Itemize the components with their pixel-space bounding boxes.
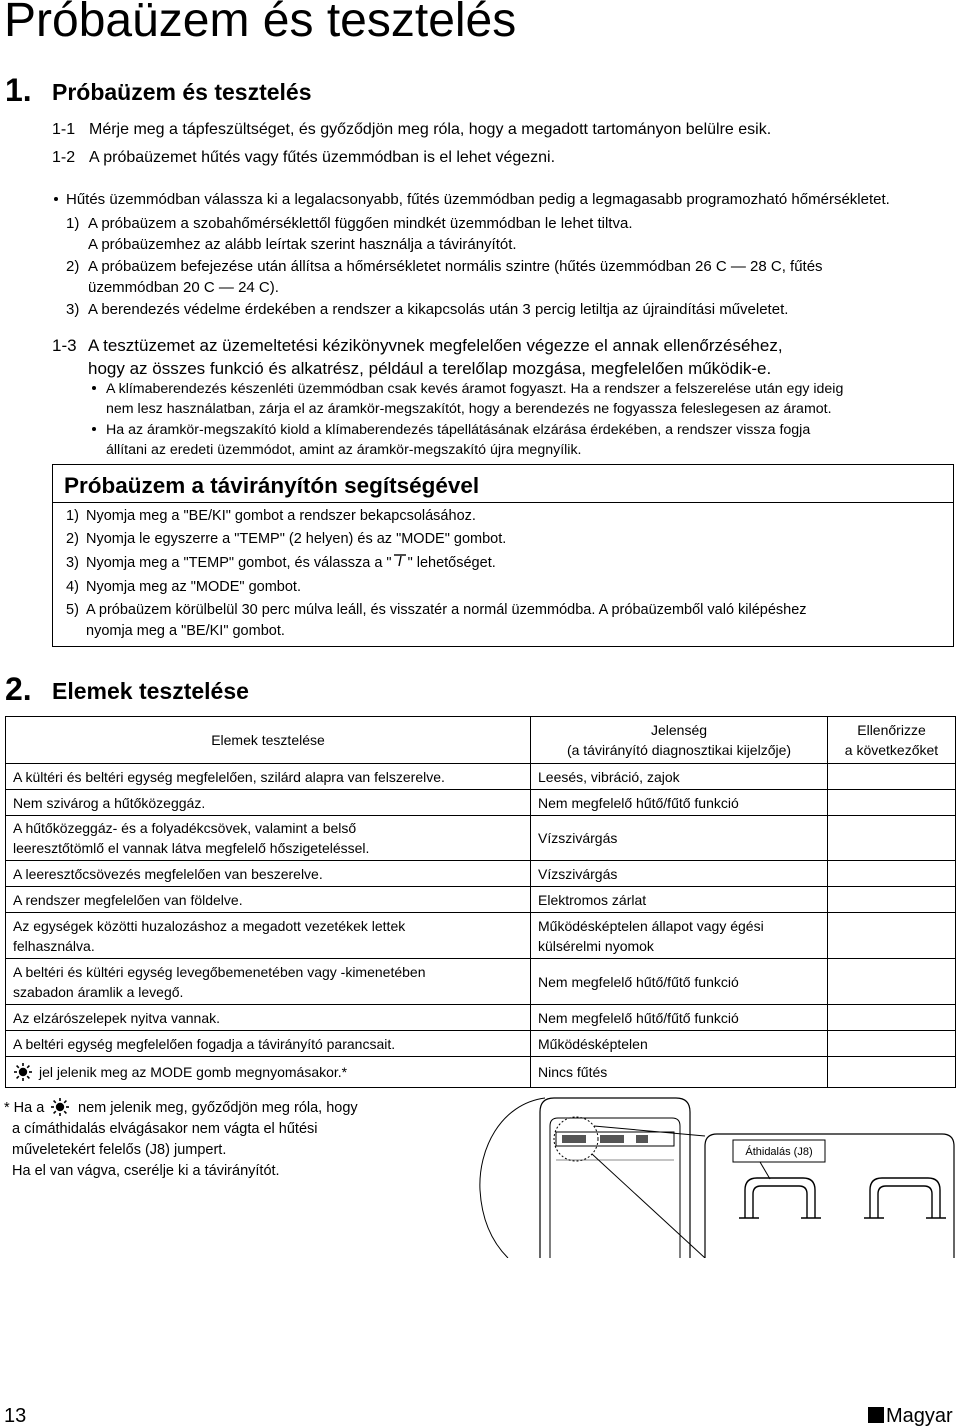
remote-step-5-line-1: A próbaüzem körülbelül 30 perc múlva leáll, és visszatér a normál üzemmódba. A próbaüzemből való kilépéshez <box>86 602 807 618</box>
remote-step-5-number: 5) <box>66 602 79 618</box>
item-cell <box>6 913 531 959</box>
footnote-line-1: nem jelenik meg, győződjön meg róla, hogy <box>78 1100 358 1116</box>
item-cell <box>6 790 531 816</box>
footnote-line-3: műveletekért felelős (J8) jumpert. <box>12 1142 227 1158</box>
remote-step-4-number: 4) <box>66 579 79 595</box>
section-2-number: 2. <box>5 671 32 707</box>
item-cell <box>6 1057 531 1088</box>
jumper-slot-small <box>636 1135 648 1143</box>
step-1-3-number: 1-3 <box>52 336 77 355</box>
symptom-text: Nem megfelelő hűtő/fűtő funkció <box>538 1009 739 1026</box>
section-1-title: Próbaüzem és tesztelés <box>52 79 312 105</box>
table-header-row <box>6 717 956 764</box>
item-cell <box>6 1005 531 1031</box>
note-3-line-1: A berendezés védelme érdekében a rendszer a kikapcsolás után 3 percig letiltja az újraindítási műveletet. <box>88 301 789 318</box>
step-1-2-text: A próbaüzemet hűtés vagy fűtés üzemmódban is el lehet végezni. <box>89 149 556 166</box>
table-row <box>6 1005 956 1031</box>
remote-step-2-text: Nyomja le egyszerre a "TEMP" (2 helyen) és az "MODE" gombot. <box>86 531 507 547</box>
step-1-2-number: 1-2 <box>52 149 76 166</box>
check-cell <box>828 959 956 1005</box>
remote-step-3-text <box>86 556 496 571</box>
note-1-line-1: A próbaüzem a szobahőmérséklettől függően mindkét üzemmódban le lehet tiltva. <box>88 215 633 232</box>
symptom-cell <box>531 861 828 887</box>
header-symptom-cell <box>531 717 828 764</box>
item-cell <box>6 764 531 790</box>
item-cell <box>6 959 531 1005</box>
page-title: Próbaüzem és tesztelés <box>4 0 517 47</box>
check-cell <box>828 887 956 913</box>
check-cell <box>828 1057 956 1088</box>
remote-step-3-text-before: Nyomja meg a "TEMP" gombot, és válassza a " <box>86 555 392 571</box>
table-row <box>6 913 956 959</box>
note-2-line-1: A próbaüzem befejezése után állítsa a hőmérsékletet normális szintre (hűtés üzemmódban 26 C — 28 C, fűtés <box>88 258 823 275</box>
table-row <box>6 887 956 913</box>
table-row <box>6 816 956 861</box>
item-text: Az elzárószelepek nyitva vannak. <box>13 1009 220 1026</box>
footer-language: Magyar <box>886 1405 953 1427</box>
check-cell <box>828 1031 956 1057</box>
jumper-slot-right <box>600 1135 624 1143</box>
bullet-dot <box>92 386 96 390</box>
table-row <box>6 790 956 816</box>
symptom-text: Nem megfelelő hűtő/fűtő funkció <box>538 973 739 990</box>
jumper-slot-left <box>562 1135 586 1143</box>
symptom-cell <box>531 913 828 959</box>
bullet-dot <box>92 427 96 431</box>
jumper-label: Áthidalás (J8) <box>745 1146 813 1158</box>
symptom-text: Vízszivárgás <box>538 865 618 882</box>
sun-icon <box>50 1097 70 1117</box>
item-text: jel jelenik meg az MODE gomb megnyomásakor.* <box>39 1064 348 1080</box>
symptom-text: külsérelmi nyomok <box>538 937 654 954</box>
table-row <box>6 1031 956 1057</box>
header-check-line: a következőket <box>844 742 939 758</box>
language-marker-square <box>868 1407 884 1423</box>
remote-test-title: Próbaüzem a távirányítón segítségével <box>64 473 480 498</box>
item-text: A kültéri és beltéri egység megfelelően, szilárd alapra van felszerelve. <box>13 768 445 785</box>
remote-jumper-diagram <box>460 1090 960 1258</box>
step-1-3-line-2: hogy az összes funkció és alkatrész, például a terelőlap mozgása, megfelelően működik-e. <box>88 359 772 378</box>
symptom-text: Nincs fűtés <box>538 1064 608 1080</box>
step-1-1-text: Mérje meg a tápfeszültséget, és győződjön meg róla, hogy a megadott tartományon belülre esik. <box>89 121 772 138</box>
step-1-3-line-1: A tesztüzemet az üzemeltetési kézikönyvnek megfelelően végezze el annak ellenőrzéséhez, <box>88 336 783 355</box>
item-text: A beltéri és kültéri egység levegőbemenetében vagy -kimenetében <box>13 963 426 980</box>
item-cell <box>6 887 531 913</box>
step-1-3-bullet-2-line-2: állítani az eredeti üzemmódot, amint az áramkör-megszakító újra megnyílik. <box>106 442 582 458</box>
item-text: A rendszer megfelelően van földelve. <box>13 891 243 908</box>
check-cell <box>828 861 956 887</box>
header-symptom-line: (a távirányító diagnosztikai kijelzője) <box>566 742 792 758</box>
step-1-3-bullet-1-line-2: nem lesz használatban, zárja el az áramkör-megszakítót, hogy a berendezés ne fogyassza feleslegesen az áramot. <box>106 401 832 417</box>
bullet-dot <box>54 197 58 201</box>
item-text: Nem szivárog a hűtőközeggáz. <box>13 794 206 811</box>
sun-icon <box>13 1062 33 1082</box>
table-row <box>6 861 956 887</box>
section-2-title: Elemek tesztelése <box>52 678 249 704</box>
remote-test-box-divider <box>52 502 954 503</box>
check-cell <box>828 816 956 861</box>
footnote-line-4: Ha el van vágva, cserélje ki a távirányítót. <box>12 1163 280 1179</box>
item-text: leeresztőtömlő el vannak látva megfelelő hőszigeteléssel. <box>13 840 370 856</box>
footnote-prefix: * Ha a <box>4 1100 45 1116</box>
note-1-number: 1) <box>66 215 80 232</box>
item-text: szabadon áramlik a levegő. <box>13 983 184 1000</box>
page-number: 13 <box>4 1405 27 1427</box>
remote-outline-arc <box>480 1098 545 1258</box>
symptom-cell <box>531 887 828 913</box>
symptom-text: Működésképtelen állapot vagy égési <box>538 917 764 934</box>
symptom-cell <box>531 1057 828 1088</box>
header-symptom-line: Jelenség <box>650 722 708 738</box>
header-check-cell <box>828 717 956 764</box>
test-items-table <box>5 716 956 1088</box>
item-text: A leeresztőcsövezés megfelelően van beszerelve. <box>13 865 323 882</box>
step-1-3-bullet-2-line-1: Ha az áramkör-megszakító kiold a klímaberendezés tápellátásának elzárása érdekében, a rendszer vissza fogja <box>106 422 811 438</box>
check-cell <box>828 764 956 790</box>
item-text: Az egységek közötti huzalozáshoz a megadott vezetékek lettek <box>13 917 406 934</box>
symptom-text: Elektromos zárlat <box>538 891 647 908</box>
remote-step-2-number: 2) <box>66 531 79 547</box>
section-1-number: 1. <box>5 72 32 108</box>
symptom-cell <box>531 959 828 1005</box>
table-row <box>6 764 956 790</box>
check-cell <box>828 1005 956 1031</box>
remote-step-3-text-after: " lehetőséget. <box>407 555 496 571</box>
remote-step-1-number: 1) <box>66 508 79 524</box>
header-item-label: Elemek tesztelése <box>211 732 325 748</box>
item-cell <box>6 816 531 861</box>
note-3-number: 3) <box>66 301 80 318</box>
symptom-text: Nem megfelelő hűtő/fűtő funkció <box>538 794 739 811</box>
step-1-1-number: 1-1 <box>52 121 76 138</box>
table-row <box>6 959 956 1005</box>
check-cell <box>828 790 956 816</box>
remote-step-3-number: 3) <box>66 555 79 571</box>
symptom-text: Működésképtelen <box>538 1035 648 1052</box>
note-2-line-2: üzemmódban 20 C — 24 C). <box>88 279 279 296</box>
symptom-text: Vízszivárgás <box>538 830 618 846</box>
check-cell <box>828 913 956 959</box>
remote-step-4-text: Nyomja meg az "MODE" gombot. <box>86 579 301 595</box>
seven-segment-t-icon <box>392 551 408 569</box>
note-1-line-2: A próbaüzemhez az alább leírtak szerint használja a távirányítót. <box>88 236 517 253</box>
symptom-cell <box>531 1031 828 1057</box>
remote-step-1-text: Nyomja meg a "BE/KI" gombot a rendszer bekapcsolásához. <box>86 508 476 524</box>
step-1-3-bullet-1-line-1: A klímaberendezés készenléti üzemmódban csak kevés áramot fogyaszt. Ha a rendszer a felszerelése után egy ideig <box>106 381 844 397</box>
header-item-cell <box>6 717 531 764</box>
table-row <box>6 1057 956 1088</box>
symptom-cell <box>531 764 828 790</box>
symptom-cell <box>531 1005 828 1031</box>
item-text: felhasználva. <box>13 937 95 954</box>
symptom-cell <box>531 790 828 816</box>
item-text: A hűtőközeggáz- és a folyadékcsövek, valamint a belső <box>13 820 357 836</box>
item-cell <box>6 861 531 887</box>
note-2-number: 2) <box>66 258 80 275</box>
footnote-line-2: a címáthidalás elvágásakor nem vágta el hűtési <box>12 1121 318 1137</box>
symptom-cell <box>531 816 828 861</box>
symptom-text: Leesés, vibráció, zajok <box>538 768 680 785</box>
item-text: A beltéri egység megfelelően fogadja a távirányító parancsait. <box>13 1035 396 1052</box>
remote-step-5-line-2: nyomja meg a "BE/KI" gombot. <box>86 623 285 639</box>
header-check-line: Ellenőrizze <box>857 722 926 738</box>
bullet-text: Hűtés üzemmódban válassza ki a legalacsonyabb, fűtés üzemmódban pedig a legmagasabb programozható hőmérsékletet. <box>66 191 890 208</box>
item-cell <box>6 1031 531 1057</box>
